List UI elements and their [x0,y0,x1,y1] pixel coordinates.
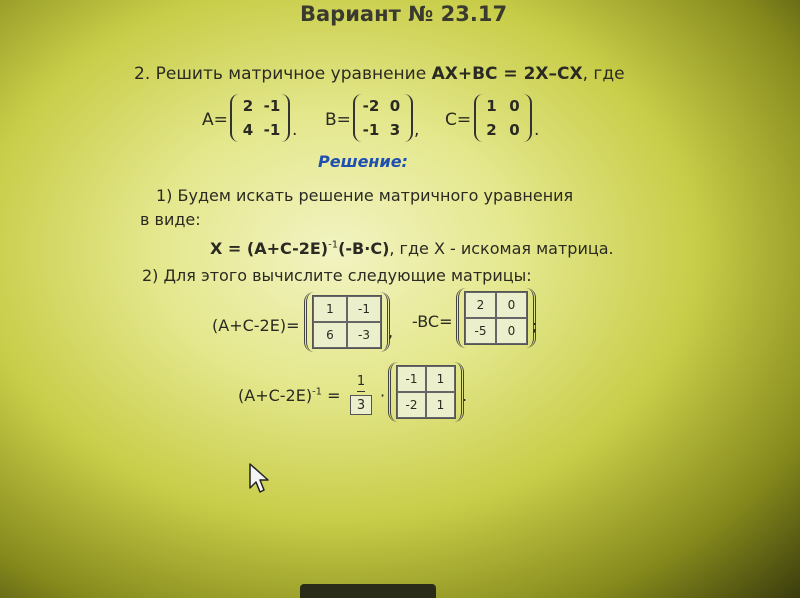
step2-text: 2) Для этого вычислите следующие матрицы: [142,266,532,285]
m2-cell: -5 [465,318,496,344]
matrix-b-cell: 0 [389,97,401,115]
inverse-cell: -2 [397,392,426,418]
inverse-exponent: -1 [312,386,323,398]
matrix-c-cell: 2 [486,121,497,139]
m1-end: , [388,322,394,341]
formula-note: , где X - искомая матрица. [389,239,614,258]
task-suffix: , где [582,64,625,84]
matrix-a-label: A= [202,110,228,130]
matrix-c-cell: 0 [509,121,520,139]
m1-grid [312,295,382,349]
mouse-cursor-icon [248,462,270,494]
m1-cell: -1 [347,296,381,322]
matrix-b-cell: -1 [362,121,380,139]
inverse-end: . [462,386,468,405]
inverse-matrix [388,362,464,422]
m2-grid [464,291,528,345]
fraction-numerator: 1 [357,374,365,392]
inverse-fraction [350,374,372,415]
matrix-c-end: . [534,120,540,140]
m1-cell: -3 [347,322,381,348]
formula-main: X = (A+C-2E) [210,239,329,258]
step1-line2: в виде: [140,210,201,229]
matrix-b-cell: -2 [362,97,380,115]
matrix-b-label: B= [325,110,351,130]
step1-line1: 1) Будем искать решение матричного уравнения [156,186,574,205]
m2-cell: 0 [496,318,527,344]
monitor-stand [300,584,436,598]
m1-cell: 1 [313,296,347,322]
matrix-c-cell: 1 [486,97,497,115]
inverse-grid [396,365,456,419]
formula-tail: (-B·C) [338,239,390,258]
matrix-a [230,94,290,142]
matrix-a-end: . [292,120,298,140]
inverse-cell: 1 [426,366,455,392]
formula-exponent: -1 [328,239,339,251]
matrix-c-label: C= [445,110,472,130]
m2-label: -BC= [412,312,453,331]
inverse-cell: -1 [397,366,426,392]
matrix-a-cell: 4 [242,121,254,139]
fraction-denominator: 3 [350,395,372,415]
m2-cell: 0 [496,292,527,318]
page-title: Вариант № 23.17 [300,2,508,26]
inverse-label [238,386,341,405]
matrix-c-cell: 0 [509,97,520,115]
inverse-cell: 1 [426,392,455,418]
inverse-label-main: (A+C-2E) [238,386,313,405]
m1-label: (A+C-2E)= [212,316,300,335]
task-statement [134,64,625,84]
m2-matrix [456,288,536,348]
m1-matrix [304,292,390,352]
matrix-a-cell: 2 [242,97,254,115]
matrix-c [474,94,532,142]
matrix-a-cell: -1 [263,121,281,139]
task-prefix: 2. Решить матричное уравнение [134,64,432,84]
task-equation: AX+BC = 2X–CX [431,64,583,84]
m1-cell: 6 [313,322,347,348]
solution-heading: Решение: [318,152,408,171]
m2-end: ; [532,316,538,335]
inverse-dot: · [380,386,386,405]
matrix-a-cell: -1 [263,97,281,115]
matrix-b [353,94,413,142]
matrix-b-cell: 3 [389,121,401,139]
inverse-eq: = [322,386,341,405]
m2-cell: 2 [465,292,496,318]
matrix-b-end: , [414,120,420,140]
solution-formula [210,239,614,258]
